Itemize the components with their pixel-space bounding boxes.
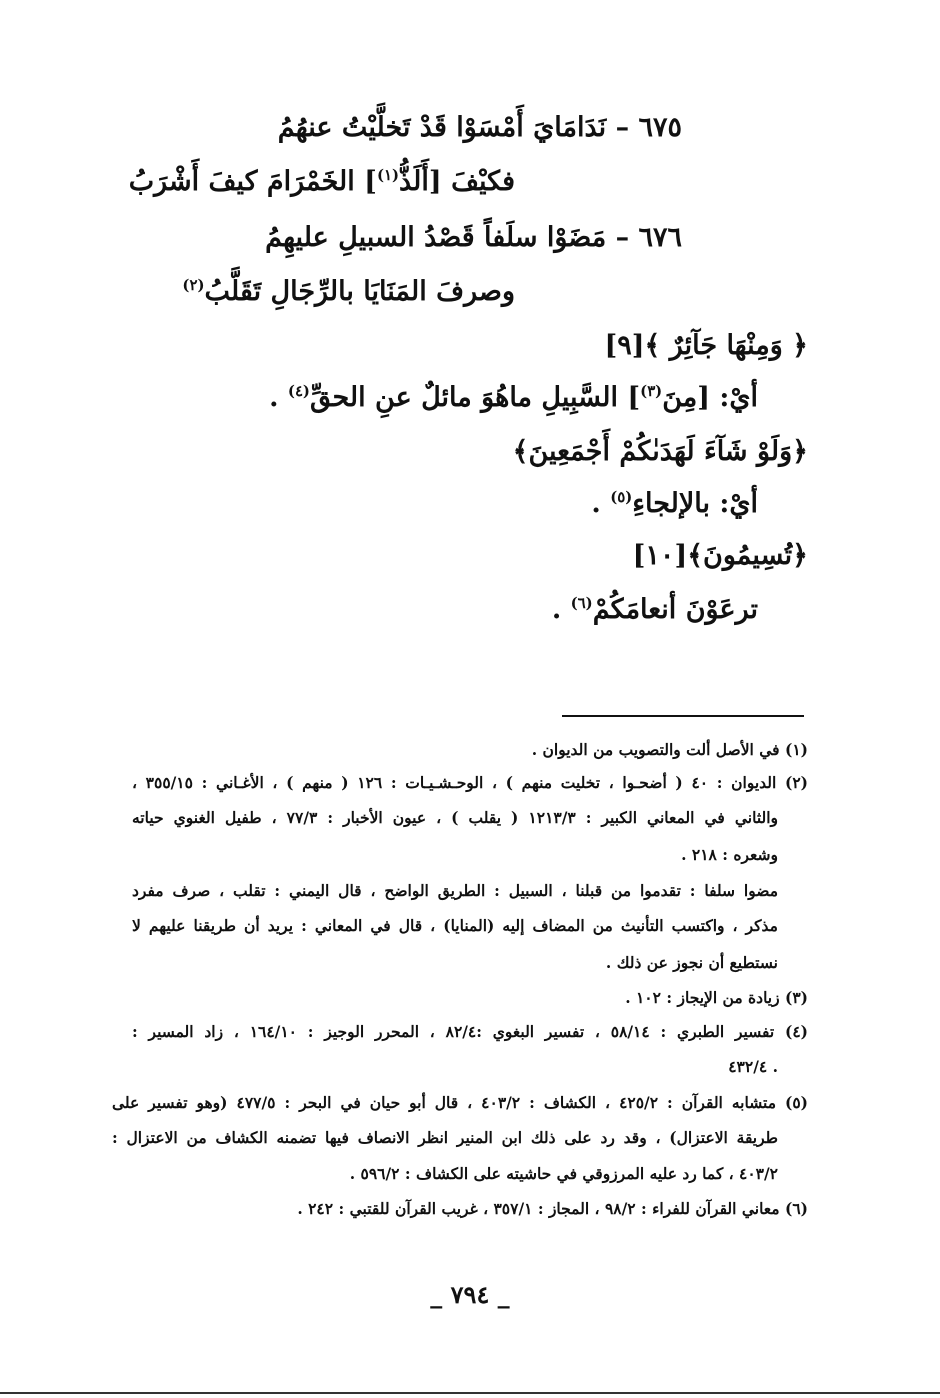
footnote-1: (١) في الأصل ألت والتصويب من الديوان . [531, 740, 808, 759]
explanation-9-middle: ] السَّبِيلِ ماهُوَ مائلٌ عنِ الحقِّ [309, 382, 641, 413]
footnote-5-line-2: طريقة الاعتزال) ، وقد رد على ذلك ابن المنير انظر الانصاف فيها تضمنه الكشاف من الاعتزال : [112, 1128, 778, 1147]
footnote-6: (٦) معاني القرآن للفراء : ٩٨/٢ ، المجاز : ٣٥٧/١ ، غريب القرآن للقتبي : ٢٤٢ . [297, 1199, 808, 1218]
footnote-2-line-3: وشعره : ٢١٨ . [681, 845, 778, 864]
verse-675-first-hemistich [278, 112, 682, 143]
verse-675-second-text-start: فكيْفَ [أَلَذُّ [399, 166, 515, 197]
footnote-3: (٣) زيادة من الإيجاز : ١٠٢ . [625, 988, 808, 1007]
footnote-5-line-3: ٤٠٣/٢ ، كما رد عليه المرزوقي في حاشيته على الكشاف : ٥٩٦/٢ . [349, 1164, 778, 1183]
footnote-ref-6: (٦) [570, 594, 593, 612]
footnote-ref-1: (١) [376, 166, 399, 184]
verse-675-second-hemistich [129, 166, 515, 197]
footnote-ref-2: (٢) [182, 276, 205, 294]
footnote-ref-3: (٣) [640, 382, 663, 400]
quran-verse-9: ﴿ وَمِنْهَا جَآئِرٌ ﴾[٩] [604, 330, 808, 361]
footnote-5-line-1: (٥) متشابه القرآن : ٤٢٥/٢ ، الكشاف : ٤٠٣/٢ ، قال أبو حيان في البحر : ٤٧٧/٥ (وهو تفسير على [112, 1093, 809, 1112]
footnote-ref-5: (٥) [610, 488, 633, 506]
footnote-2-line-1: (٢) الديوان : ٤٠ ( أضحـوا ، تخليت منهم ) ، الوحـشـيـات : ١٢٦ ( منهم ) ، الأغـاني : ٣٥٥/١٥ ، [132, 773, 808, 792]
footnote-4-line-1: (٤) تفسير الطبري : ٥٨/١٤ ، تفسير البغوي :٨٢/٤ ، المحرر الوجيز : ١٦٤/١٠ ، زاد المسير : [132, 1022, 808, 1041]
footnote-4-line-2: ٤٣٢/٤ . [728, 1057, 778, 1076]
page-number: _ ٧٩٤ _ [430, 1280, 510, 1309]
verse-675-first-text: ٦٧٥ – نَدَامَايَ أَمْسَوْا قَدْ تَخلَّيْتُ عنهُمُ [277, 112, 682, 143]
explanation-verse-10: ترعَوْنَ أنعامَكُمْ$^{(٦)}$ . [551, 594, 758, 625]
footnote-separator [562, 715, 804, 717]
quran-verse-lawshaa: ﴿وَلَوْ شَآءَ لَهَدَىٰكُمْ أَجْمَعِينَ﴾ [512, 436, 808, 467]
explanation-9-start: أيْ: [مِنَ [662, 382, 758, 413]
verse-676-second-hemistich [182, 276, 515, 307]
footnote-ref-4: (٤) [287, 382, 310, 400]
footnote-2-line-5: مذكر ، واكتسب التأنيث من المضاف إليه (المنايا) ، قال في المعاني : يريد أن طريقنا عليهم لا [132, 916, 778, 935]
verse-676-first-hemistich [265, 222, 682, 253]
footnote-2-line-2: والثاني في المعاني الكبير : ١٢١٣/٣ ( يقلب ) ، عيون الأخبار : ٧٧/٣ ، طفيل الغنوي حياته [132, 808, 779, 827]
explanation-verse-9: أيْ: [مِنَ$^{(٣)}$] السَّبِيلِ ماهُوَ مائلٌ عنِ الحقِّ$^{(٤)}$ . [269, 382, 758, 413]
explanation-lawshaa: أيْ: بالإلجاءِ$^{(٥)}$ . [591, 488, 758, 519]
verse-676-second-text: وصرفَ المَنَايَا بالرِّجَالِ تَقَلَّبُ [204, 276, 515, 307]
footnote-2-line-4: مضوا سلفا : تقدموا من قبلنا ، السبيل : الطريق الواضح ، قال اليمني : تقلب ، صرف مفرد [132, 881, 778, 900]
verse-676-first-text: ٦٧٦ – مَضَوْا سلَفاً قَصْدُ السبيلِ عليهِمُ [265, 222, 682, 253]
footnote-2-line-6: نستطيع أن نجوز عن ذلك . [605, 953, 778, 972]
verse-675-second-text-end: ] الخَمْرَامَ كيفَ أَشْرَبُ [128, 166, 377, 197]
bottom-edge-line [0, 1392, 940, 1394]
quran-verse-10: ﴿تُسِيمُونَ﴾[١٠] [632, 540, 808, 571]
